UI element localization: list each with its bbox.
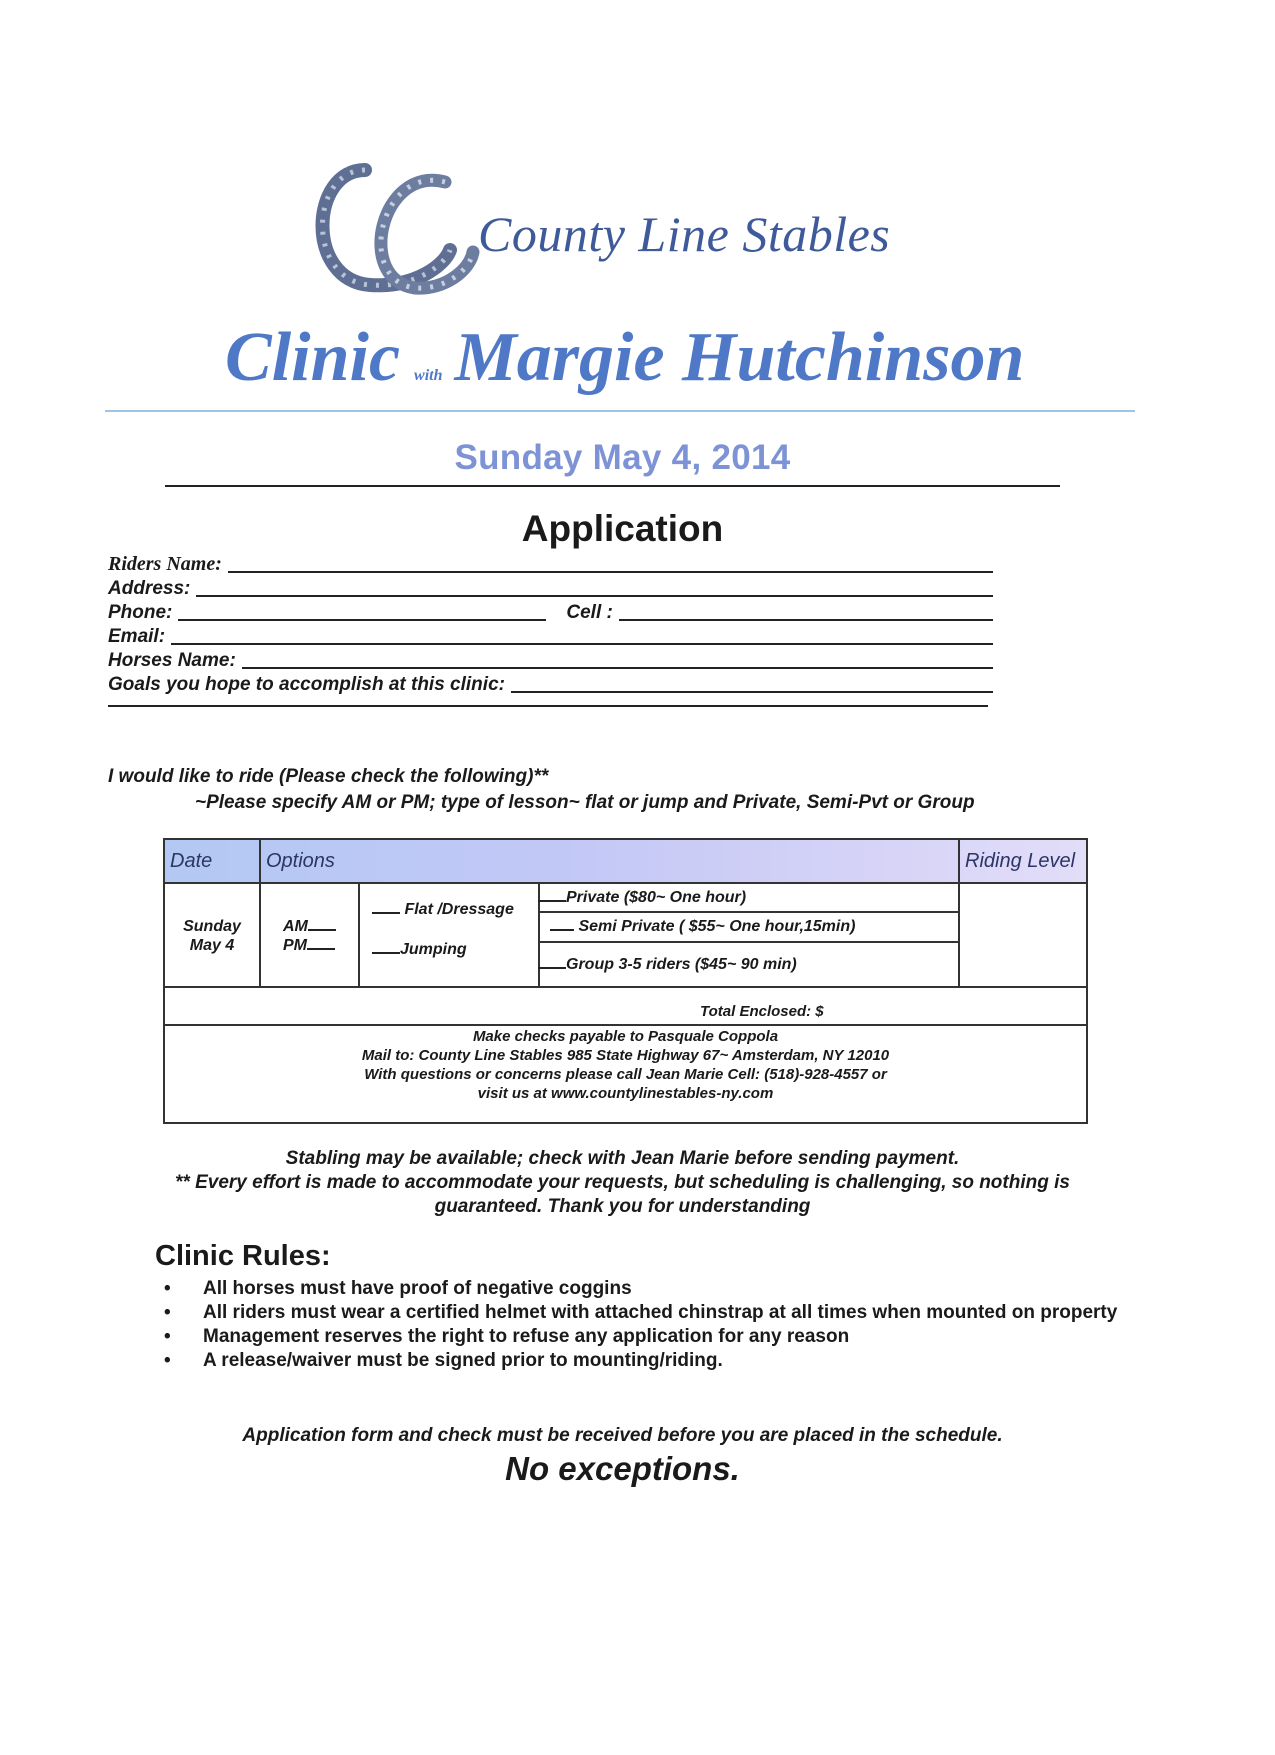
payable-line: Make checks payable to Pasquale Coppola bbox=[472, 1028, 779, 1045]
goals-line[interactable] bbox=[511, 675, 993, 693]
address-line[interactable] bbox=[196, 579, 993, 597]
rules-title: Clinic Rules: bbox=[155, 1240, 331, 1272]
row-divider bbox=[540, 911, 958, 913]
col-divider bbox=[259, 840, 261, 986]
goals-extra-line[interactable] bbox=[108, 705, 988, 707]
table-header bbox=[165, 840, 1086, 884]
ride-intro: I would like to ride (Please check the following)** bbox=[108, 766, 549, 787]
ride-note: ~Please specify AM or PM; type of lesson~ flat or jump and Private, Semi-Pvt or Group bbox=[195, 792, 975, 813]
page-title: Application bbox=[521, 508, 724, 549]
riders-name-line[interactable] bbox=[228, 555, 993, 573]
private-option[interactable] bbox=[538, 888, 746, 907]
flat-label: Flat /Dressage bbox=[404, 901, 514, 918]
row-divider bbox=[165, 986, 1086, 988]
col-divider bbox=[958, 840, 960, 986]
date-day: Sunday bbox=[183, 918, 241, 935]
brand-name: County Line Stables bbox=[478, 206, 891, 262]
list-item: • Management reserves the right to refuse any application for any reason bbox=[158, 1325, 1138, 1349]
list-item: • All horses must have proof of negative coggins bbox=[158, 1277, 1138, 1301]
col-divider bbox=[358, 882, 360, 986]
semi-private-option[interactable] bbox=[550, 917, 855, 936]
clinic-word: Clinic bbox=[225, 319, 401, 396]
row-divider bbox=[540, 941, 958, 943]
cell-label: Cell : bbox=[566, 602, 613, 623]
event-date: Sunday May 4, 2014 bbox=[454, 438, 791, 477]
website-line: visit us at www.countylinestables-ny.com bbox=[477, 1085, 774, 1102]
flat-option[interactable] bbox=[372, 900, 514, 919]
horses-name-label: Horses Name: bbox=[108, 650, 236, 671]
clinic-title bbox=[225, 318, 1024, 398]
header-riding-level: Riding Level bbox=[965, 850, 1076, 872]
row-divider bbox=[165, 1024, 1086, 1026]
private-label: Private ($80~ One hour) bbox=[566, 889, 747, 906]
flat-blank[interactable] bbox=[372, 900, 400, 914]
schedule-table bbox=[163, 838, 1088, 1124]
am-blank[interactable] bbox=[308, 917, 336, 931]
am-option[interactable] bbox=[283, 917, 336, 936]
riders-name-label: Riders Name: bbox=[108, 553, 222, 575]
am-label: AM bbox=[283, 918, 308, 935]
with-word: with bbox=[414, 367, 443, 384]
address-field[interactable] bbox=[108, 576, 993, 600]
email-field[interactable] bbox=[108, 624, 993, 648]
horses-name-line[interactable] bbox=[242, 651, 993, 669]
horseshoe-logo-icon bbox=[295, 160, 495, 300]
no-exceptions: No exceptions. bbox=[505, 1450, 740, 1487]
cell-line[interactable] bbox=[619, 603, 993, 621]
address-label: Address: bbox=[108, 578, 191, 599]
riders-name-field[interactable] bbox=[108, 552, 993, 576]
email-label: Email: bbox=[108, 626, 166, 647]
header-options: Options bbox=[266, 850, 335, 872]
goals-label: Goals you hope to accomplish at this clinic: bbox=[108, 674, 505, 695]
goals-field[interactable] bbox=[108, 672, 993, 696]
horses-name-field[interactable] bbox=[108, 648, 993, 672]
email-line[interactable] bbox=[171, 627, 993, 645]
questions-line: With questions or concerns please call Jean Marie Cell: (518)-928-4557 or bbox=[364, 1066, 887, 1083]
payment-info bbox=[165, 1027, 1086, 1103]
list-item: • A release/waiver must be signed prior to mounting/riding. bbox=[158, 1349, 1138, 1373]
group-blank[interactable] bbox=[538, 955, 566, 969]
jumping-option[interactable] bbox=[372, 940, 467, 959]
date-cell bbox=[165, 917, 259, 955]
effort-note: ** Every effort is made to accommodate your requests, but scheduling is challenging, so nothing is bbox=[175, 1172, 1070, 1193]
date-underline bbox=[165, 485, 1060, 487]
group-option[interactable] bbox=[538, 955, 797, 974]
mail-line: Mail to: County Line Stables 985 State Highway 67~ Amsterdam, NY 12010 bbox=[361, 1047, 890, 1064]
private-blank[interactable] bbox=[538, 888, 566, 902]
list-item: • All riders must wear a certified helmet with attached chinstrap at all times when mounted on property bbox=[158, 1301, 1138, 1325]
time-options[interactable] bbox=[283, 917, 336, 955]
date-month: May 4 bbox=[189, 937, 235, 954]
phone-label: Phone: bbox=[108, 602, 173, 623]
stabling-note: Stabling may be available; check with Jean Marie before sending payment. bbox=[285, 1148, 960, 1169]
pm-option[interactable] bbox=[283, 936, 336, 955]
semi-private-blank[interactable] bbox=[550, 917, 574, 931]
header-date: Date bbox=[170, 850, 213, 872]
phone-line[interactable] bbox=[178, 603, 546, 621]
closing-note: Application form and check must be received before you are placed in the schedule. bbox=[242, 1425, 1003, 1446]
jumping-blank[interactable] bbox=[372, 940, 400, 954]
total-enclosed-label: Total Enclosed: $ bbox=[700, 1003, 824, 1020]
phone-field[interactable] bbox=[108, 600, 993, 624]
semi-private-label: Semi Private ( $55~ One hour,15min) bbox=[578, 918, 856, 935]
jumping-label: Jumping bbox=[400, 941, 467, 958]
group-label: Group 3-5 riders ($45~ 90 min) bbox=[566, 956, 797, 973]
rules-list bbox=[158, 1277, 1138, 1373]
instructor-name: Margie Hutchinson bbox=[454, 319, 1025, 396]
pm-blank[interactable] bbox=[307, 936, 335, 950]
header-divider bbox=[105, 410, 1135, 412]
effort-note-2: guaranteed. Thank you for understanding bbox=[434, 1196, 811, 1217]
pm-label: PM bbox=[283, 937, 307, 954]
